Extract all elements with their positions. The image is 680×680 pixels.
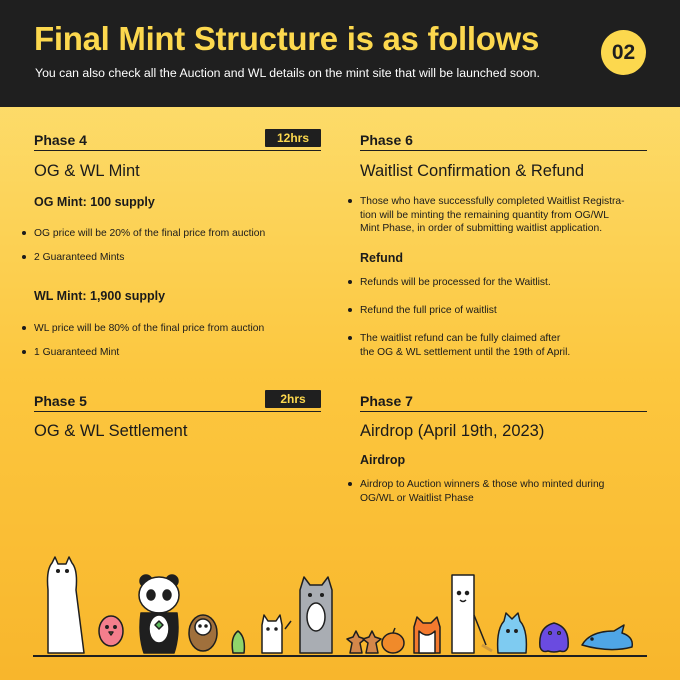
header-banner [0,0,680,107]
bullet-dot [348,280,352,284]
refund-bullet-3 [360,332,570,359]
phase-7-title: Airdrop (April 19th, 2023) [360,422,545,440]
og-bullet-1-text: OG price will be 20% of the final price from auction [34,228,266,239]
page-subtitle: You can also check all the Auction and WL details on the mint site that will be launched soon. [35,66,540,80]
phase-7-label: Phase 7 [360,393,413,409]
waitlist-bullet-line-3: Mint Phase, in order of submitting waitlist application. [360,223,603,234]
wl-bullet-1-text: WL price will be 80% of the final price from auction [34,323,265,334]
og-bullet-1 [34,227,265,241]
phase-5-section [34,390,321,440]
refund-bullet-3-line-2: the OG & WL settlement until the 19th of April. [360,346,571,358]
phase-4-section [34,129,321,358]
phase-5-title: OG & WL Settlement [34,422,188,440]
character-lineup-illustration [0,555,680,665]
pumpkin-character [382,628,404,653]
refund-bullet-1 [360,276,551,290]
phase-6-header [360,129,647,151]
waitlist-bullet-line-2: tion will be minting the remaining quantity from OG/WL [360,209,609,221]
ground-line [33,655,647,657]
phase-4-header [34,129,321,151]
phase-6-label: Phase 6 [360,132,413,148]
bullet-dot [22,326,26,330]
waitlist-bullet [360,195,625,236]
og-mint-heading: OG Mint: 100 supply [34,195,155,209]
panda-character [139,575,179,653]
refund-heading: Refund [360,251,404,265]
bullet-dot [22,255,26,259]
bullet-dot [22,350,26,354]
bullet-dot [348,336,352,340]
refund-bullet-1-text: Refunds will be processed for the Waitlist. [360,277,551,288]
page-number-badge: 02 [601,30,646,75]
airdrop-bullet-line-2: OG/WL or Waitlist Phase [360,492,474,504]
bullet-dot [348,308,352,312]
alpaca-character [48,557,85,653]
bullet-dot [348,199,352,203]
wl-bullet-1 [34,322,264,336]
sprout-character [232,631,244,653]
phase-5-label: Phase 5 [34,393,87,409]
bunny-character [498,613,527,653]
gingerbread-character [347,631,381,653]
phase-7-header [360,390,647,412]
phase-5-header [34,390,321,412]
cat-character [262,615,291,653]
refund-bullet-3-line-1: The waitlist refund can be fully claimed after [360,333,561,344]
wl-bullet-2-text: 1 Guaranteed Mint [34,347,120,358]
bullet-dot [22,231,26,235]
og-bullet-2 [34,251,124,265]
og-bullet-2-text: 2 Guaranteed Mints [34,252,125,263]
dolphin-character [582,625,632,650]
bear-character [189,615,217,651]
refund-bullet-2-text: Refund the full price of waitlist [360,305,497,316]
bird-character [99,616,123,646]
airdrop-heading: Airdrop [360,453,406,467]
phase-4-duration-badge: 12hrs [265,129,321,147]
phase-4-title: OG & WL Mint [34,162,140,180]
phase-7-section [360,390,647,504]
wl-mint-heading: WL Mint: 1,900 supply [34,289,166,303]
wl-bullet-2 [34,346,119,360]
fox-character [414,617,440,653]
refund-bullet-2 [360,304,497,318]
bullet-dot [348,482,352,486]
phase-5-duration-badge: 2hrs [265,390,321,408]
phase-4-label: Phase 4 [34,132,87,148]
phase-6-title: Waitlist Confirmation & Refund [360,162,585,180]
block-character [452,575,492,653]
airdrop-bullet [360,478,604,505]
phase-6-section [360,129,647,358]
grey-cat-character [300,577,332,653]
purple-blob-character [540,623,568,652]
airdrop-bullet-line-1: Airdrop to Auction winners & those who minted during [360,479,605,490]
waitlist-bullet-line-1: Those who have successfully completed Waitlist Registra- [360,196,625,207]
page-title: Final Mint Structure is as follows [34,20,540,57]
